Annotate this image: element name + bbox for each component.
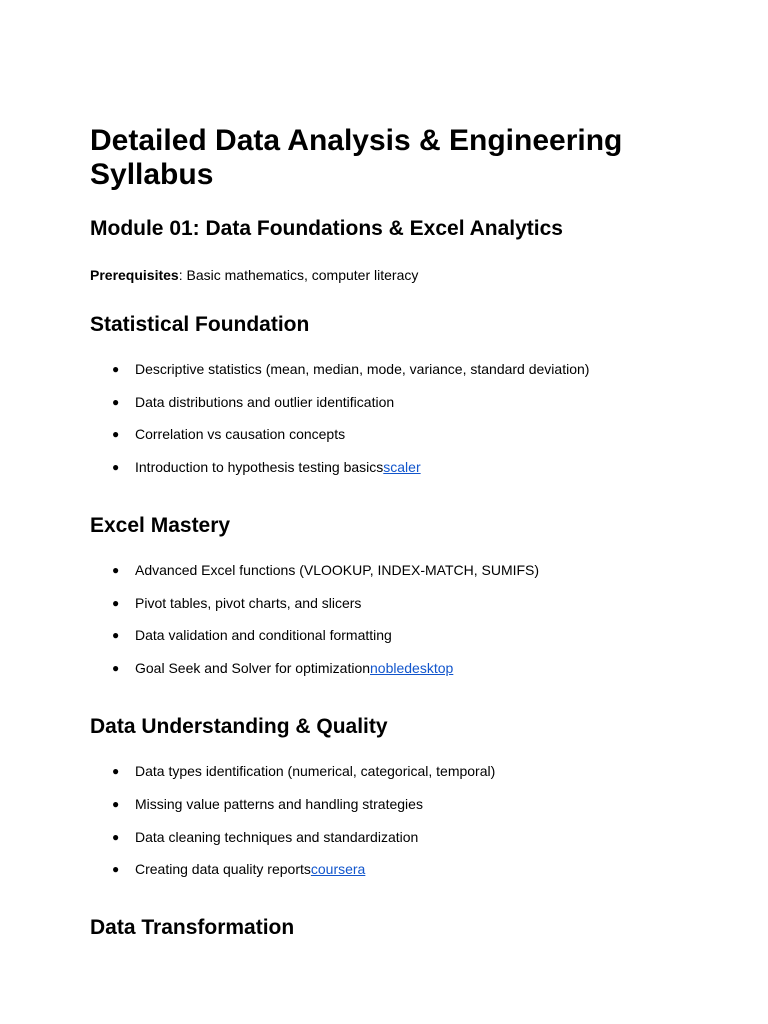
bullet-icon: ● xyxy=(112,460,120,475)
list-item-text: Data validation and conditional formatting xyxy=(135,627,392,644)
sections-container xyxy=(90,312,678,941)
list-item-text: Correlation vs causation concepts xyxy=(135,426,346,443)
list-item-text: Advanced Excel functions (VLOOKUP, INDEX-MATCH, SUMIFS) xyxy=(135,562,540,579)
list-item xyxy=(90,425,678,443)
prerequisites xyxy=(90,266,678,284)
section-heading: Statistical Foundation xyxy=(90,313,310,336)
list-item xyxy=(90,458,678,476)
bullet-list xyxy=(90,762,678,878)
bullet-icon: ● xyxy=(112,829,120,844)
bullet-icon: ● xyxy=(112,661,120,676)
bullet-icon: ● xyxy=(112,394,120,409)
list-item-text: Data distributions and outlier identification xyxy=(135,393,395,410)
document-title: Detailed Data Analysis & Engineering Syllabus xyxy=(90,124,623,191)
list-item xyxy=(90,762,678,780)
bullet-list xyxy=(90,360,678,476)
source-link[interactable]: scaler xyxy=(383,459,421,476)
list-item xyxy=(90,828,678,846)
list-item xyxy=(90,659,678,677)
bullet-icon: ● xyxy=(112,563,120,578)
bullet-icon: ● xyxy=(112,796,120,811)
prerequisites-label: Prerequisites xyxy=(90,267,179,283)
list-item-text: Data cleaning techniques and standardization xyxy=(135,828,419,845)
source-link[interactable]: coursera xyxy=(310,861,366,878)
list-item xyxy=(90,626,678,644)
prerequisites-text: : Basic mathematics, computer literacy xyxy=(178,267,419,283)
list-item xyxy=(90,360,678,378)
list-item xyxy=(90,393,678,411)
section-heading: Data Transformation xyxy=(90,916,295,940)
list-item-text: Descriptive statistics (mean, median, mode, variance, standard deviation) xyxy=(135,361,590,377)
list-item-text: Missing value patterns and handling strategies xyxy=(135,795,423,812)
list-item xyxy=(90,594,678,612)
section-heading: Data Understanding & Quality xyxy=(90,715,388,739)
bullet-icon: ● xyxy=(112,862,120,877)
bullet-icon: ● xyxy=(112,427,120,442)
bullet-list xyxy=(90,561,678,677)
bullet-icon: ● xyxy=(112,628,120,643)
bullet-icon: ● xyxy=(112,764,120,779)
list-item xyxy=(90,860,678,878)
list-item-text: Data types identification (numerical, categorical, temporal) xyxy=(135,763,496,780)
list-item-text: Pivot tables, pivot charts, and slicers xyxy=(135,594,362,611)
section-heading: Excel Mastery xyxy=(90,514,231,538)
bullet-icon: ● xyxy=(112,595,120,610)
source-link[interactable]: nobledesktop xyxy=(370,660,454,677)
list-item xyxy=(90,795,678,813)
list-item-text: Introduction to hypothesis testing basics xyxy=(135,459,384,476)
bullet-icon: ● xyxy=(112,362,120,376)
list-item-text: Creating data quality reports xyxy=(135,861,311,878)
list-item xyxy=(90,561,678,579)
module-title: Module 01: Data Foundations & Excel Analytics xyxy=(90,217,563,240)
list-item-text: Goal Seek and Solver for optimization xyxy=(135,660,371,677)
